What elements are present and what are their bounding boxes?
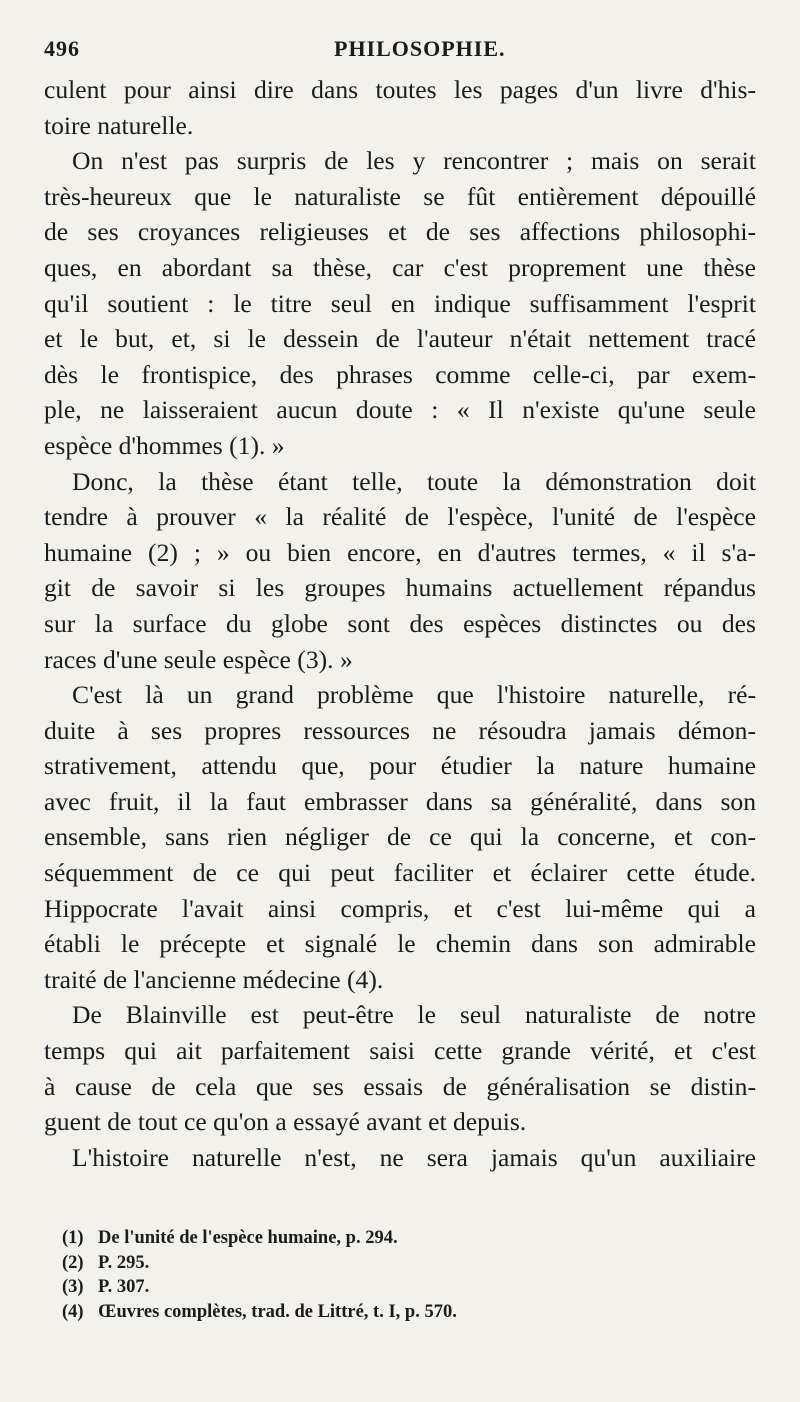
text-line: ques, en abordant sa thèse, car c'est proprement une thèse — [44, 252, 756, 282]
text-line: On n'est pas surpris de les y rencontrer ; mais on serait — [72, 146, 756, 176]
footnote-4 — [62, 1300, 762, 1325]
footnote-2 — [62, 1251, 762, 1276]
text-line: git de savoir si les groupes humains actuellement répandus — [44, 573, 756, 603]
paragraph-2 — [44, 143, 756, 463]
footnote-number: (4) — [62, 1301, 84, 1322]
text-line: établi le précepte et signalé le chemin dans son admirable — [44, 929, 756, 959]
text-line: à cause de cela que ses essais de généralisation se distin- — [44, 1071, 756, 1101]
paragraph-5 — [44, 997, 756, 1139]
text-line: guent de tout ce qu'on a essayé avant et depuis. — [44, 1107, 527, 1137]
paragraph-1 — [44, 72, 756, 143]
footnote-number: (3) — [62, 1277, 84, 1298]
body-text — [44, 72, 756, 1175]
text-line: temps qui ait parfaitement saisi cette grande vérité, et c'est — [44, 1036, 756, 1066]
text-line: séquemment de ce qui peut faciliter et éclairer cette étude. — [44, 858, 756, 888]
text-line: très-heureux que le naturaliste se fût entièrement dépouillé — [44, 181, 756, 211]
footnote-text: De l'unité de l'espèce humaine, p. 294. — [98, 1228, 398, 1248]
text-line: De Blainville est peut-être le seul naturaliste de notre — [72, 1000, 756, 1030]
footnote-3 — [62, 1275, 762, 1300]
footnote-text: P. 307. — [98, 1277, 150, 1298]
text-line: espèce d'hommes (1). » — [44, 430, 285, 460]
running-header — [44, 36, 760, 66]
footnote-text: P. 295. — [98, 1252, 150, 1273]
footnote-1 — [62, 1226, 762, 1251]
text-line: duite à ses propres ressources ne résoudra jamais démon- — [44, 715, 756, 745]
text-line: Donc, la thèse étant telle, toute la démonstration doit — [72, 466, 756, 496]
text-line: de ses croyances religieuses et de ses affections philosophi- — [44, 217, 756, 247]
text-line: et le but, et, si le dessein de l'auteur n'était nettement tracé — [44, 324, 756, 354]
footnotes — [62, 1226, 762, 1324]
text-line: traité de l'ancienne médecine (4). — [44, 964, 384, 994]
footnote-text: Œuvres complètes, trad. de Littré, t. I, p. 570. — [98, 1301, 457, 1322]
text-line: avec fruit, il la faut embrasser dans sa généralité, dans son — [44, 786, 756, 816]
text-line: ensemble, sans rien négliger de ce qui la concerne, et con- — [44, 822, 756, 852]
paragraph-3 — [44, 464, 756, 678]
text-line: C'est là un grand problème que l'histoire naturelle, ré- — [72, 680, 756, 710]
text-line: toire naturelle. — [44, 110, 194, 140]
footnote-number: (1) — [62, 1228, 84, 1248]
text-line: humaine (2) ; » ou bien encore, en d'autres termes, « il s'a- — [44, 537, 756, 567]
text-line: qu'il soutient : le titre seul en indique suffisamment l'esprit — [44, 288, 756, 318]
text-line: strativement, attendu que, pour étudier la nature humaine — [44, 751, 756, 781]
page-number: 496 — [44, 36, 80, 61]
text-line: Hippocrate l'avait ainsi compris, et c'est lui-même qui a — [44, 893, 756, 923]
text-line: tendre à prouver « la réalité de l'espèce, l'unité de l'espèce — [44, 502, 756, 532]
paragraph-6 — [44, 1140, 756, 1176]
running-title: PHILOSOPHIE. — [334, 36, 506, 61]
text-line: ple, ne laisseraient aucun doute : « Il n'existe qu'une seule — [44, 395, 756, 425]
footnote-number: (2) — [62, 1252, 84, 1273]
text-line: dès le frontispice, des phrases comme celle-ci, par exem- — [44, 359, 756, 389]
text-line: L'histoire naturelle n'est, ne sera jamais qu'un auxiliaire — [72, 1142, 756, 1172]
text-line: culent pour ainsi dire dans toutes les pages d'un livre d'his- — [44, 75, 756, 104]
text-line: races d'une seule espèce (3). » — [44, 644, 353, 674]
text-line: sur la surface du globe sont des espèces distinctes ou des — [44, 608, 756, 638]
paragraph-4 — [44, 677, 756, 997]
